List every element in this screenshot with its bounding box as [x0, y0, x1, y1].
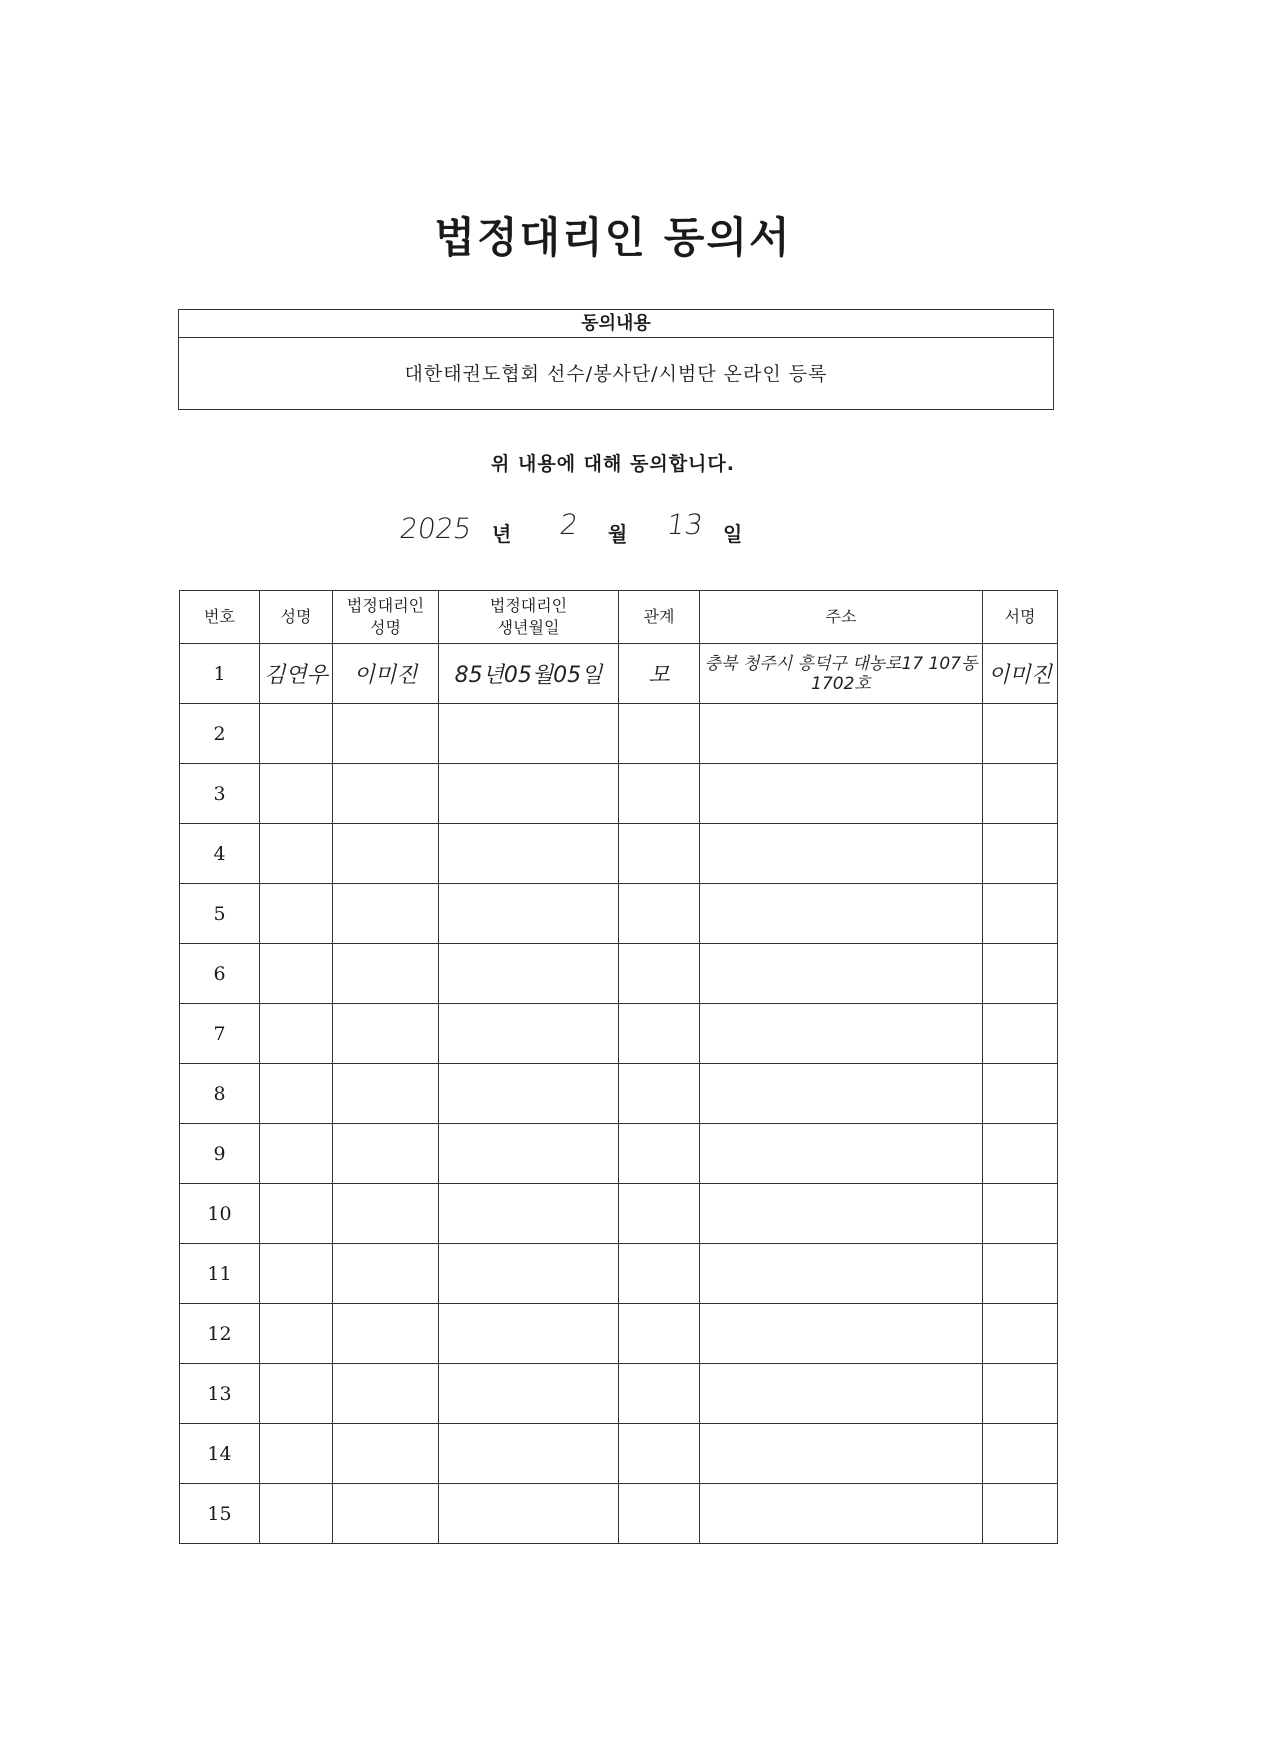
table-row	[180, 704, 1058, 764]
cell-birth	[439, 884, 619, 944]
header-address: 주소	[700, 591, 983, 644]
header-guardian-name	[333, 591, 439, 644]
cell-signature	[983, 1004, 1058, 1064]
cell-no: 8	[180, 1064, 260, 1124]
consent-heading: 동의내용	[179, 310, 1053, 338]
cell-guardian-name	[333, 764, 439, 824]
cell-guardian-name	[333, 1184, 439, 1244]
cell-signature: 이미진	[983, 644, 1058, 704]
guardian-table	[179, 590, 1058, 1544]
cell-no: 5	[180, 884, 260, 944]
cell-guardian-name	[333, 1424, 439, 1484]
cell-signature	[983, 1064, 1058, 1124]
cell-relation	[619, 1184, 700, 1244]
cell-no: 4	[180, 824, 260, 884]
cell-guardian-name	[333, 1064, 439, 1124]
table-row	[180, 1484, 1058, 1544]
cell-guardian-name	[333, 1304, 439, 1364]
cell-no: 12	[180, 1304, 260, 1364]
agreement-text: 위 내용에 대해 동의합니다.	[491, 453, 735, 475]
table-row	[180, 1004, 1058, 1064]
cell-birth	[439, 1124, 619, 1184]
cell-name	[260, 1364, 333, 1424]
cell-name	[260, 1004, 333, 1064]
cell-address	[700, 1004, 983, 1064]
cell-signature	[983, 1184, 1058, 1244]
cell-signature	[983, 824, 1058, 884]
cell-name	[260, 1064, 333, 1124]
header-relation: 관계	[619, 591, 700, 644]
cell-address	[700, 824, 983, 884]
date-day: 13	[664, 508, 705, 541]
cell-name: 김연우	[260, 644, 333, 704]
cell-birth	[439, 1064, 619, 1124]
cell-signature	[983, 1124, 1058, 1184]
cell-address	[700, 1484, 983, 1544]
cell-no: 7	[180, 1004, 260, 1064]
cell-guardian-name	[333, 1484, 439, 1544]
cell-address	[700, 1124, 983, 1184]
cell-no: 11	[180, 1244, 260, 1304]
cell-relation	[619, 884, 700, 944]
cell-relation	[619, 764, 700, 824]
cell-address	[700, 1064, 983, 1124]
cell-relation	[619, 1424, 700, 1484]
cell-guardian-name	[333, 824, 439, 884]
cell-no: 1	[180, 644, 260, 704]
cell-address	[700, 704, 983, 764]
table-header-row	[180, 591, 1058, 644]
cell-signature	[983, 1424, 1058, 1484]
header-guardian-birth	[439, 591, 619, 644]
cell-guardian-name	[333, 1244, 439, 1304]
cell-signature	[983, 1244, 1058, 1304]
cell-guardian-name	[333, 1004, 439, 1064]
cell-signature	[983, 884, 1058, 944]
header-guardian-birth-line1: 법정대리인	[489, 596, 568, 615]
table-row	[180, 1124, 1058, 1184]
cell-no: 13	[180, 1364, 260, 1424]
cell-name	[260, 884, 333, 944]
header-no: 번호	[180, 591, 260, 644]
date-year: 2025	[397, 512, 474, 545]
table-row	[180, 824, 1058, 884]
cell-address	[700, 764, 983, 824]
cell-relation	[619, 1244, 700, 1304]
cell-signature	[983, 764, 1058, 824]
cell-signature	[983, 704, 1058, 764]
cell-relation	[619, 1484, 700, 1544]
date-year-unit: 년	[492, 522, 512, 546]
cell-birth	[439, 1364, 619, 1424]
cell-relation	[619, 1064, 700, 1124]
cell-relation	[619, 704, 700, 764]
cell-guardian-name: 이미진	[333, 644, 439, 704]
consent-content: 대한태권도협회 선수/봉사단/시범단 온라인 등록	[404, 363, 828, 385]
cell-no: 9	[180, 1124, 260, 1184]
table-row	[180, 1244, 1058, 1304]
cell-relation: 모	[619, 644, 700, 704]
cell-name	[260, 1304, 333, 1364]
date-month-unit: 월	[608, 522, 628, 546]
cell-name	[260, 704, 333, 764]
cell-guardian-name	[333, 944, 439, 1004]
cell-birth	[439, 1184, 619, 1244]
cell-relation	[619, 1304, 700, 1364]
cell-relation	[619, 1004, 700, 1064]
cell-name	[260, 764, 333, 824]
cell-birth	[439, 1004, 619, 1064]
table-row	[180, 1304, 1058, 1364]
cell-guardian-name	[333, 1124, 439, 1184]
cell-no: 3	[180, 764, 260, 824]
cell-guardian-name	[333, 704, 439, 764]
date-day-unit: 일	[723, 522, 743, 546]
cell-address	[700, 1424, 983, 1484]
cell-birth	[439, 764, 619, 824]
table-row	[180, 644, 1058, 704]
cell-name	[260, 1124, 333, 1184]
cell-signature	[983, 1364, 1058, 1424]
cell-relation	[619, 824, 700, 884]
cell-birth	[439, 824, 619, 884]
cell-address	[700, 884, 983, 944]
table-row	[180, 1184, 1058, 1244]
header-guardian-name-line1: 법정대리인	[346, 596, 425, 615]
table-row	[180, 944, 1058, 1004]
cell-relation	[619, 1124, 700, 1184]
header-guardian-birth-line2: 생년월일	[497, 618, 560, 637]
cell-birth	[439, 1304, 619, 1364]
consent-box	[178, 309, 1054, 410]
cell-address	[700, 1304, 983, 1364]
cell-relation	[619, 1364, 700, 1424]
table-row	[180, 884, 1058, 944]
table-row	[180, 764, 1058, 824]
cell-birth: 85년05월05일	[439, 644, 619, 704]
table-row	[180, 1064, 1058, 1124]
cell-birth	[439, 1244, 619, 1304]
cell-name	[260, 824, 333, 884]
cell-name	[260, 1244, 333, 1304]
cell-relation	[619, 944, 700, 1004]
cell-no: 14	[180, 1424, 260, 1484]
cell-name	[260, 1184, 333, 1244]
cell-guardian-name	[333, 884, 439, 944]
cell-guardian-name	[333, 1364, 439, 1424]
cell-address: 충북 청주시 흥덕구 대농로17 107동 1702호	[700, 644, 983, 704]
cell-address	[700, 1184, 983, 1244]
cell-birth	[439, 704, 619, 764]
cell-birth	[439, 944, 619, 1004]
cell-no: 15	[180, 1484, 260, 1544]
page-title: 법정대리인 동의서	[434, 213, 792, 262]
cell-name	[260, 1484, 333, 1544]
header-name: 성명	[260, 591, 333, 644]
date-month: 2	[557, 508, 581, 541]
cell-signature	[983, 1304, 1058, 1364]
header-signature: 서명	[983, 591, 1058, 644]
cell-signature	[983, 1484, 1058, 1544]
table-row	[180, 1364, 1058, 1424]
cell-no: 6	[180, 944, 260, 1004]
cell-address	[700, 944, 983, 1004]
cell-name	[260, 1424, 333, 1484]
cell-no: 10	[180, 1184, 260, 1244]
cell-birth	[439, 1484, 619, 1544]
cell-birth	[439, 1424, 619, 1484]
table-row	[180, 1424, 1058, 1484]
cell-address	[700, 1244, 983, 1304]
cell-no: 2	[180, 704, 260, 764]
cell-name	[260, 944, 333, 1004]
header-guardian-name-line2: 성명	[370, 618, 401, 637]
cell-address	[700, 1364, 983, 1424]
cell-signature	[983, 944, 1058, 1004]
